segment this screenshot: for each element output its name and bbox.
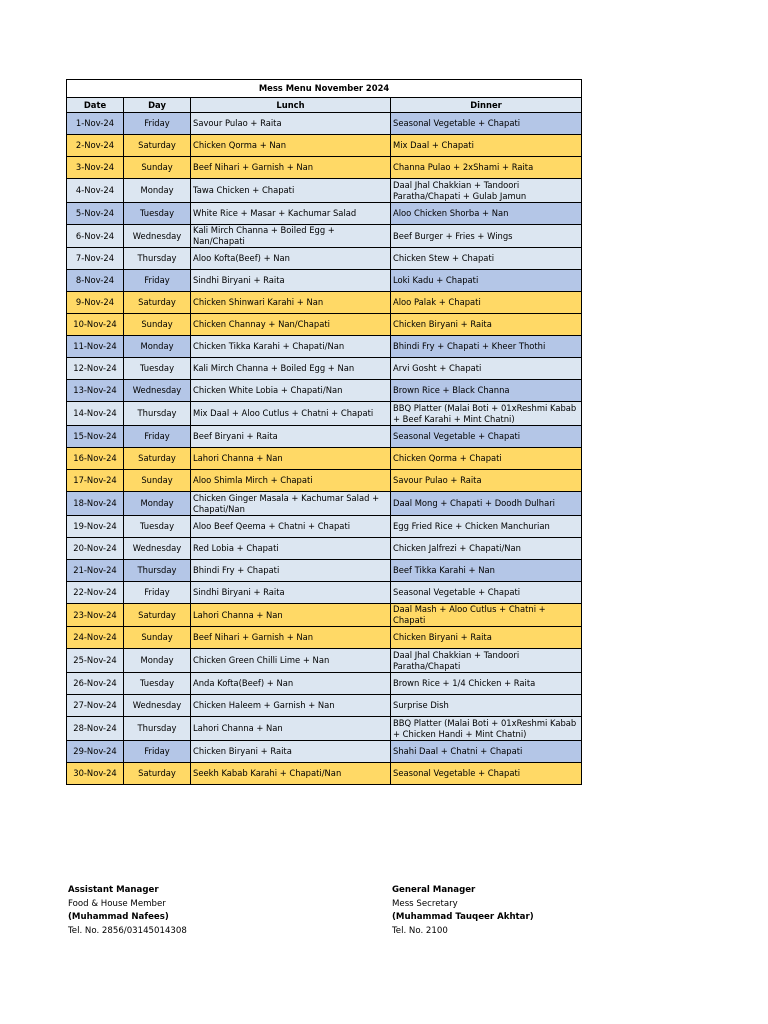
table-row	[67, 717, 582, 741]
table-row	[67, 314, 582, 336]
row-dinner: Surprise Dish	[391, 695, 582, 717]
row-lunch: Kali Mirch Channa + Boiled Egg + Nan	[191, 358, 391, 380]
row-dinner: Daal Jhal Chakkian + Tandoori Paratha/Chapati + Gulab Jamun	[391, 179, 582, 203]
footer-signatory-right	[392, 884, 534, 938]
row-day: Wednesday	[124, 225, 191, 248]
row-lunch: Lahori Channa + Nan	[191, 448, 391, 470]
row-date: 17-Nov-24	[67, 470, 124, 492]
table-row	[67, 270, 582, 292]
row-day: Tuesday	[124, 516, 191, 538]
menu-title: Mess Menu November 2024	[67, 80, 582, 98]
row-day: Saturday	[124, 763, 191, 785]
row-dinner: Seasonal Vegetable + Chapati	[391, 763, 582, 785]
row-day: Friday	[124, 426, 191, 448]
header-dinner: Dinner	[391, 98, 582, 113]
row-date: 4-Nov-24	[67, 179, 124, 203]
row-day: Monday	[124, 179, 191, 203]
row-lunch: Chicken Channay + Nan/Chapati	[191, 314, 391, 336]
header-date: Date	[67, 98, 124, 113]
row-lunch: Beef Nihari + Garnish + Nan	[191, 157, 391, 179]
table-row	[67, 248, 582, 270]
table-row	[67, 225, 582, 248]
signatory-role: General Manager	[392, 885, 476, 895]
row-day: Saturday	[124, 135, 191, 157]
row-date: 13-Nov-24	[67, 380, 124, 402]
row-day: Thursday	[124, 248, 191, 270]
menu-table	[66, 79, 582, 785]
row-date: 8-Nov-24	[67, 270, 124, 292]
table-row	[67, 157, 582, 179]
table-row	[67, 426, 582, 448]
row-lunch: Aloo Kofta(Beef) + Nan	[191, 248, 391, 270]
row-date: 19-Nov-24	[67, 516, 124, 538]
row-dinner: Savour Pulao + Raita	[391, 470, 582, 492]
table-row	[67, 516, 582, 538]
row-lunch: Anda Kofta(Beef) + Nan	[191, 673, 391, 695]
table-row	[67, 627, 582, 649]
table-row	[67, 380, 582, 402]
table-row	[67, 336, 582, 358]
row-lunch: Sindhi Biryani + Raita	[191, 582, 391, 604]
row-day: Saturday	[124, 448, 191, 470]
row-date: 16-Nov-24	[67, 448, 124, 470]
row-day: Friday	[124, 582, 191, 604]
row-dinner: Mix Daal + Chapati	[391, 135, 582, 157]
row-lunch: Red Lobia + Chapati	[191, 538, 391, 560]
row-dinner: BBQ Platter (Malai Boti + 01xReshmi Kabab + Chicken Handi + Mint Chatni)	[391, 717, 582, 741]
row-date: 7-Nov-24	[67, 248, 124, 270]
row-date: 9-Nov-24	[67, 292, 124, 314]
row-dinner: Beef Tikka Karahi + Nan	[391, 560, 582, 582]
row-date: 29-Nov-24	[67, 741, 124, 763]
row-date: 5-Nov-24	[67, 203, 124, 225]
row-lunch: Chicken Qorma + Nan	[191, 135, 391, 157]
row-day: Monday	[124, 336, 191, 358]
row-dinner: Beef Burger + Fries + Wings	[391, 225, 582, 248]
row-dinner: Chicken Stew + Chapati	[391, 248, 582, 270]
row-date: 11-Nov-24	[67, 336, 124, 358]
row-day: Sunday	[124, 627, 191, 649]
signatory-tel: Tel. No. 2100	[392, 925, 448, 936]
row-dinner: Brown Rice + 1/4 Chicken + Raita	[391, 673, 582, 695]
table-row	[67, 582, 582, 604]
row-day: Friday	[124, 741, 191, 763]
row-lunch: Chicken Tikka Karahi + Chapati/Nan	[191, 336, 391, 358]
row-date: 1-Nov-24	[67, 113, 124, 135]
row-dinner: Seasonal Vegetable + Chapati	[391, 582, 582, 604]
row-lunch: Bhindi Fry + Chapati	[191, 560, 391, 582]
row-lunch: Beef Nihari + Garnish + Nan	[191, 627, 391, 649]
row-dinner: Aloo Palak + Chapati	[391, 292, 582, 314]
row-lunch: Chicken Green Chilli Lime + Nan	[191, 649, 391, 673]
row-date: 21-Nov-24	[67, 560, 124, 582]
row-lunch: Sindhi Biryani + Raita	[191, 270, 391, 292]
row-dinner: Chicken Jalfrezi + Chapati/Nan	[391, 538, 582, 560]
row-dinner: Aloo Chicken Shorba + Nan	[391, 203, 582, 225]
row-date: 26-Nov-24	[67, 673, 124, 695]
row-day: Thursday	[124, 717, 191, 741]
row-lunch: Savour Pulao + Raita	[191, 113, 391, 135]
row-day: Sunday	[124, 314, 191, 336]
row-lunch: Lahori Channa + Nan	[191, 717, 391, 741]
table-row	[67, 492, 582, 516]
menu-sheet	[66, 79, 581, 785]
header-row	[67, 98, 582, 113]
row-dinner: Channa Pulao + 2xShami + Raita	[391, 157, 582, 179]
table-row	[67, 741, 582, 763]
table-row	[67, 402, 582, 426]
row-date: 23-Nov-24	[67, 604, 124, 627]
table-row	[67, 292, 582, 314]
row-day: Tuesday	[124, 358, 191, 380]
row-day: Monday	[124, 492, 191, 516]
row-lunch: Tawa Chicken + Chapati	[191, 179, 391, 203]
title-row	[67, 80, 582, 98]
row-date: 30-Nov-24	[67, 763, 124, 785]
signatory-position: Food & House Member	[68, 898, 166, 909]
row-dinner: Shahi Daal + Chatni + Chapati	[391, 741, 582, 763]
row-lunch: White Rice + Masar + Kachumar Salad	[191, 203, 391, 225]
row-date: 14-Nov-24	[67, 402, 124, 426]
row-date: 3-Nov-24	[67, 157, 124, 179]
row-date: 2-Nov-24	[67, 135, 124, 157]
row-dinner: Seasonal Vegetable + Chapati	[391, 113, 582, 135]
row-dinner: Chicken Biryani + Raita	[391, 314, 582, 336]
signatory-position: Mess Secretary	[392, 898, 458, 909]
row-lunch: Aloo Beef Qeema + Chatni + Chapati	[191, 516, 391, 538]
row-date: 12-Nov-24	[67, 358, 124, 380]
row-lunch: Kali Mirch Channa + Boiled Egg + Nan/Chapati	[191, 225, 391, 248]
row-date: 22-Nov-24	[67, 582, 124, 604]
row-day: Wednesday	[124, 695, 191, 717]
table-row	[67, 560, 582, 582]
row-dinner: Chicken Biryani + Raita	[391, 627, 582, 649]
row-day: Monday	[124, 649, 191, 673]
row-date: 18-Nov-24	[67, 492, 124, 516]
table-row	[67, 538, 582, 560]
row-date: 20-Nov-24	[67, 538, 124, 560]
row-lunch: Lahori Channa + Nan	[191, 604, 391, 627]
row-day: Wednesday	[124, 538, 191, 560]
row-date: 24-Nov-24	[67, 627, 124, 649]
row-day: Friday	[124, 113, 191, 135]
row-lunch: Aloo Shimla Mirch + Chapati	[191, 470, 391, 492]
row-day: Thursday	[124, 402, 191, 426]
table-row	[67, 763, 582, 785]
row-dinner: Daal Mash + Aloo Cutlus + Chatni + Chapati	[391, 604, 582, 627]
row-dinner: BBQ Platter (Malai Boti + 01xReshmi Kabab + Beef Karahi + Mint Chatni)	[391, 402, 582, 426]
row-lunch: Seekh Kabab Karahi + Chapati/Nan	[191, 763, 391, 785]
table-row	[67, 448, 582, 470]
table-row	[67, 695, 582, 717]
row-day: Thursday	[124, 560, 191, 582]
row-lunch: Chicken Shinwari Karahi + Nan	[191, 292, 391, 314]
row-date: 10-Nov-24	[67, 314, 124, 336]
row-dinner: Seasonal Vegetable + Chapati	[391, 426, 582, 448]
signatory-name: (Muhammad Nafees)	[68, 912, 169, 922]
table-row	[67, 604, 582, 627]
row-day: Friday	[124, 270, 191, 292]
row-lunch: Chicken Haleem + Garnish + Nan	[191, 695, 391, 717]
row-dinner: Loki Kadu + Chapati	[391, 270, 582, 292]
signatory-name: (Muhammad Tauqeer Akhtar)	[392, 912, 534, 922]
row-lunch: Chicken Ginger Masala + Kachumar Salad + Chapati/Nan	[191, 492, 391, 516]
table-row	[67, 358, 582, 380]
row-lunch: Chicken White Lobia + Chapati/Nan	[191, 380, 391, 402]
row-lunch: Beef Biryani + Raita	[191, 426, 391, 448]
row-lunch: Chicken Biryani + Raita	[191, 741, 391, 763]
row-dinner: Daal Mong + Chapati + Doodh Dulhari	[391, 492, 582, 516]
row-lunch: Mix Daal + Aloo Cutlus + Chatni + Chapati	[191, 402, 391, 426]
signatory-tel: Tel. No. 2856/03145014308	[68, 925, 187, 936]
row-dinner: Brown Rice + Black Channa	[391, 380, 582, 402]
row-day: Saturday	[124, 292, 191, 314]
row-dinner: Bhindi Fry + Chapati + Kheer Thothi	[391, 336, 582, 358]
table-row	[67, 203, 582, 225]
row-dinner: Chicken Qorma + Chapati	[391, 448, 582, 470]
row-day: Tuesday	[124, 203, 191, 225]
row-dinner: Egg Fried Rice + Chicken Manchurian	[391, 516, 582, 538]
table-row	[67, 135, 582, 157]
table-row	[67, 113, 582, 135]
row-day: Tuesday	[124, 673, 191, 695]
table-row	[67, 179, 582, 203]
row-day: Sunday	[124, 470, 191, 492]
table-row	[67, 673, 582, 695]
row-date: 6-Nov-24	[67, 225, 124, 248]
row-day: Sunday	[124, 157, 191, 179]
footer-signatory-left	[68, 884, 187, 938]
row-date: 15-Nov-24	[67, 426, 124, 448]
table-row	[67, 470, 582, 492]
table-row	[67, 649, 582, 673]
row-day: Wednesday	[124, 380, 191, 402]
row-dinner: Daal Jhal Chakkian + Tandoori Paratha/Chapati	[391, 649, 582, 673]
row-date: 25-Nov-24	[67, 649, 124, 673]
row-date: 28-Nov-24	[67, 717, 124, 741]
row-day: Saturday	[124, 604, 191, 627]
row-dinner: Arvi Gosht + Chapati	[391, 358, 582, 380]
signatory-role: Assistant Manager	[68, 885, 159, 895]
row-date: 27-Nov-24	[67, 695, 124, 717]
header-lunch: Lunch	[191, 98, 391, 113]
header-day: Day	[124, 98, 191, 113]
